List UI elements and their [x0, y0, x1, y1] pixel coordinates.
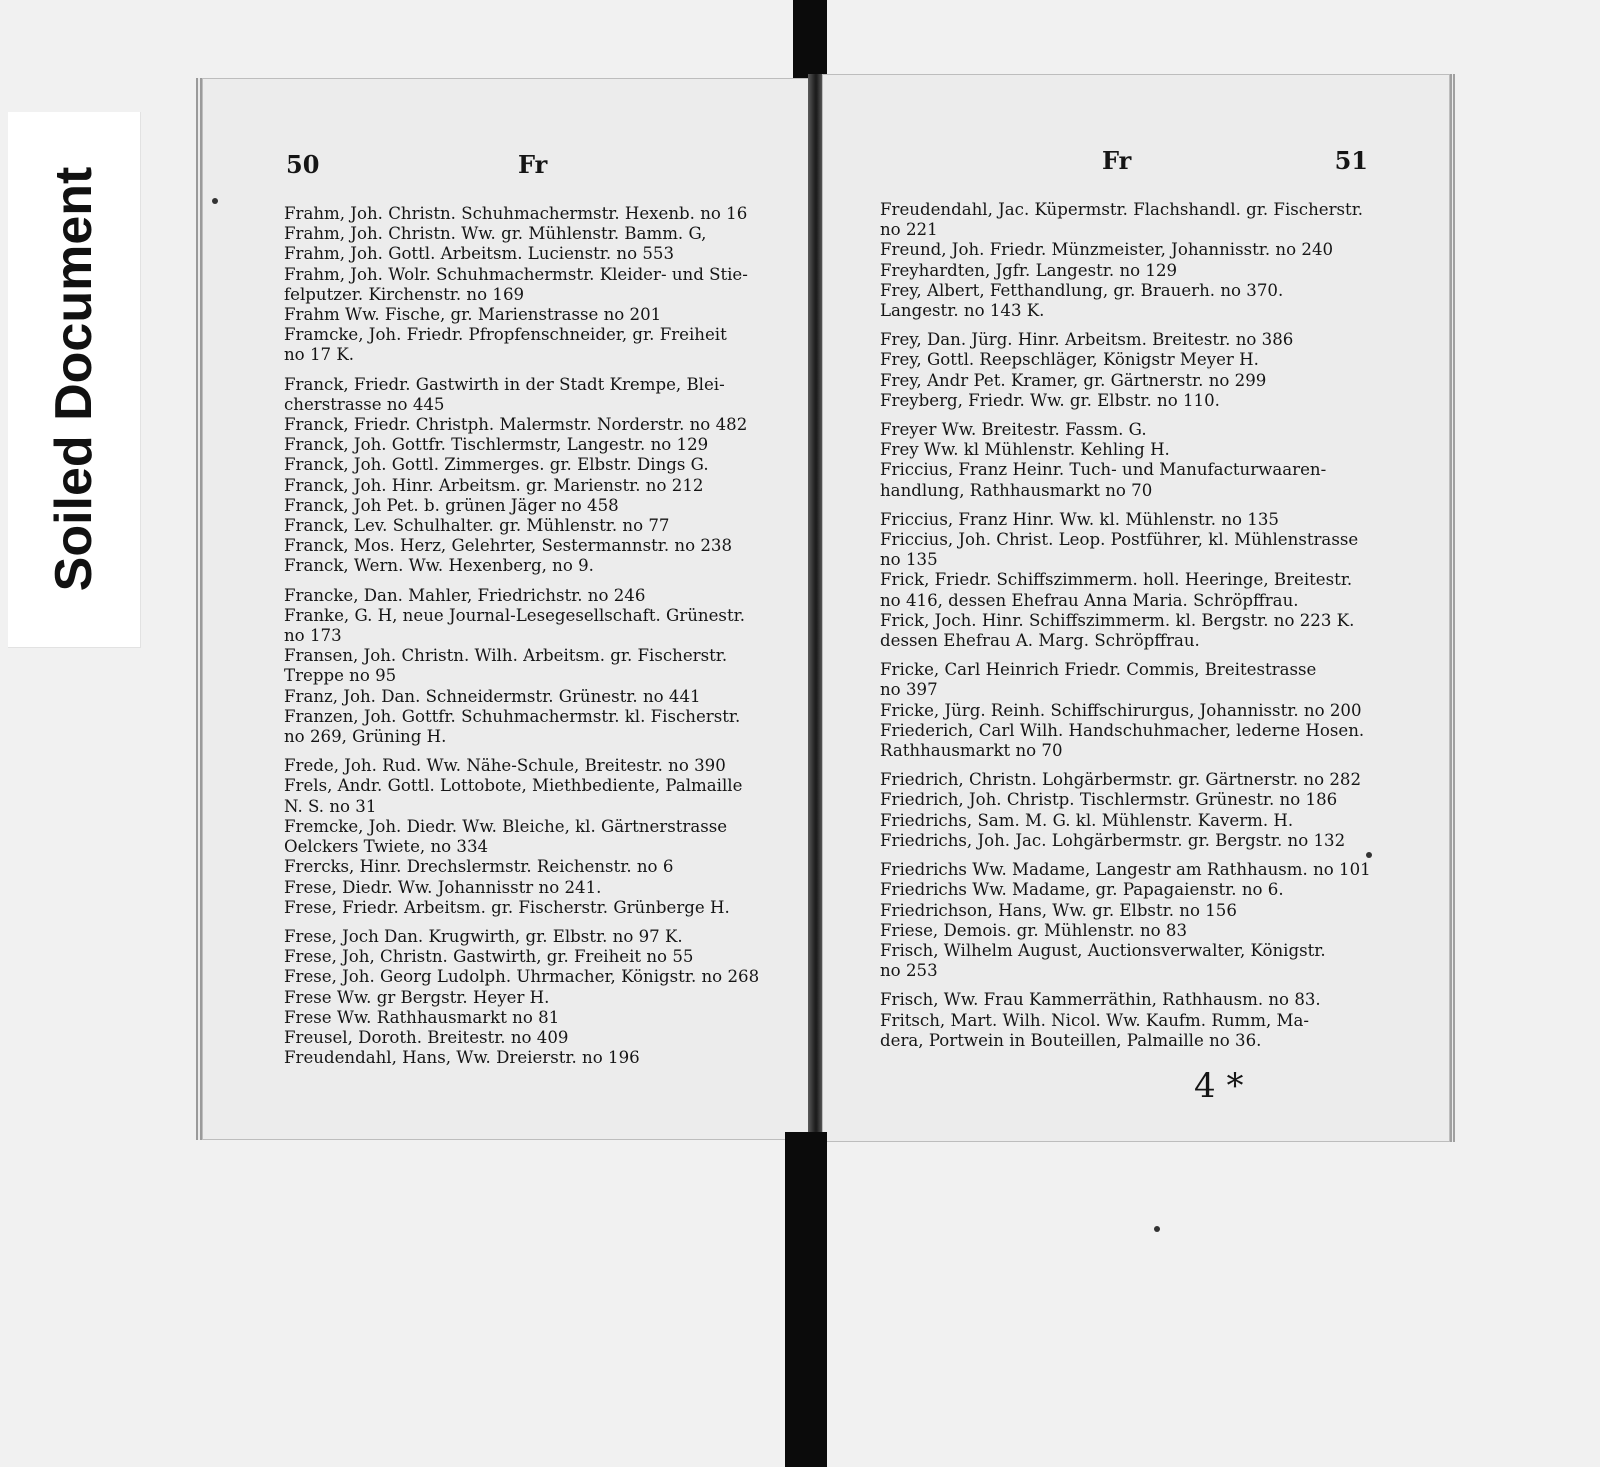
directory-entry: Frey, Andr Pet. Kramer, gr. Gärtnerstr. no 299 — [880, 370, 1267, 390]
directory-entry: Franck, Joh. Hinr. Arbeitsm. gr. Marienstr. no 212 — [284, 475, 704, 495]
directory-entry: Frede, Joh. Rud. Ww. Nähe-Schule, Breitestr. no 390 — [284, 756, 726, 776]
directory-entry: Franck, Lev. Schulhalter. gr. Mühlenstr. no 77 — [284, 516, 670, 536]
directory-entry: Friccius, Franz Hinr. Ww. kl. Mühlenstr. no 135 — [880, 509, 1279, 529]
directory-entry: Friedrichs, Joh. Jac. Lohgärbermstr. gr. Bergstr. no 132 — [880, 830, 1346, 850]
directory-entry: Frese, Joch Dan. Krugwirth, gr. Elbstr. no 97 K. — [284, 926, 683, 946]
directory-entry: Freund, Joh. Friedr. Münzmeister, Johannisstr. no 240 — [880, 240, 1334, 260]
directory-entry: Franck, Mos. Herz, Gelehrter, Sestermannstr. no 238 — [284, 536, 733, 556]
directory-entry: Francke, Dan. Mahler, Friedrichstr. no 246 — [284, 585, 646, 605]
directory-entry: Frey, Dan. Jürg. Hinr. Arbeitsm. Breitestr. no 386 — [880, 330, 1294, 350]
directory-entry: Franke, G. H, neue Journal-Lesegesellschaft. Grünestr. no 173 — [284, 605, 745, 646]
book-spread — [190, 74, 1460, 1144]
directory-entry: Friedrich, Christn. Lohgärbermstr. gr. Gärtnerstr. no 282 — [880, 770, 1362, 790]
directory-entry: Franck, Joh. Gottfr. Tischlermstr, Langestr. no 129 — [284, 435, 709, 455]
directory-entry: Frahm, Joh. Wolr. Schuhmachermstr. Kleider- und Stie- felputzer. Kirchenstr. no 169 — [284, 264, 748, 304]
directory-entry: Freudendahl, Jac. Küpermstr. Flachshandl. gr. Fischerstr. no 221 — [880, 200, 1364, 240]
directory-entry: Frese Ww. gr Bergstr. Heyer H. — [284, 987, 550, 1007]
directory-entry: Frey, Albert, Fetthandlung, gr. Brauerh. no 370. Langestr. no 143 K. — [880, 280, 1284, 321]
right-page — [822, 74, 1455, 1142]
directory-entry: Friedrichs Ww. Madame, gr. Papagaienstr. no 6. — [880, 880, 1284, 900]
binding-bottom — [785, 1132, 827, 1467]
directory-entry: Franzen, Joh. Gottfr. Schuhmachermstr. kl. Fischerstr. no 269, Grüning H. — [284, 706, 741, 747]
directory-entry: Frese, Joh. Georg Ludolph. Uhrmacher, Königstr. no 268 — [284, 967, 760, 987]
directory-entry: Franck, Friedr. Christph. Malermstr. Norderstr. no 482 — [284, 415, 748, 435]
directory-entry: Frey, Gottl. Reepschläger, Königstr Meyer H. — [880, 350, 1259, 370]
directory-entry: Frey Ww. kl Mühlenstr. Kehling H. — [880, 440, 1170, 460]
directory-entry: Franz, Joh. Dan. Schneidermstr. Grünestr. no 441 — [284, 686, 701, 706]
directory-entry: Franck, Friedr. Gastwirth in der Stadt Krempe, Blei- cherstrasse no 445 — [284, 374, 725, 414]
directory-entry: Frese, Diedr. Ww. Johannisstr no 241. — [284, 877, 602, 897]
left-page-number: 50 — [286, 150, 320, 179]
directory-entry: Fransen, Joh. Christn. Wilh. Arbeitsm. gr. Fischerstr. Treppe no 95 — [284, 646, 728, 686]
left-page — [196, 78, 816, 1140]
directory-entry: Frahm, Joh. Gottl. Arbeitsm. Lucienstr. no 553 — [284, 244, 675, 264]
ink-speck — [1366, 852, 1372, 858]
right-page-number: 51 — [1334, 146, 1368, 175]
directory-entry: Franck, Joh. Gottl. Zimmerges. gr. Elbstr. Dings G. — [284, 455, 709, 475]
directory-entry: Freudendahl, Hans, Ww. Dreierstr. no 196 — [284, 1048, 640, 1068]
directory-entry: Fremcke, Joh. Diedr. Ww. Bleiche, kl. Gärtnerstrasse Oelckers Twiete, no 334 — [284, 816, 728, 857]
directory-entry: Friese, Demois. gr. Mühlenstr. no 83 — [880, 920, 1188, 940]
directory-entry: Frels, Andr. Gottl. Lottobote, Miethbediente, Palmaille N. S. no 31 — [284, 776, 743, 816]
directory-entry: Freusel, Doroth. Breitestr. no 409 — [284, 1027, 569, 1047]
directory-entry: Frick, Joch. Hinr. Schiffszimmerm. kl. Bergstr. no 223 K. dessen Ehefrau A. Marg. Schröpffrau. — [880, 610, 1355, 651]
directory-entry: Friccius, Joh. Christ. Leop. Postführer, kl. Mühlenstrasse no 135 — [880, 530, 1359, 570]
right-entry-list — [880, 200, 1384, 1051]
directory-entry: Frisch, Ww. Frau Kammerräthin, Rathhausm. no 83. — [880, 990, 1321, 1010]
directory-entry: Friedrich, Joh. Christp. Tischlermstr. Grünestr. no 186 — [880, 790, 1338, 810]
directory-entry: Fricke, Jürg. Reinh. Schiffschirurgus, Johannisstr. no 200 — [880, 700, 1362, 720]
directory-entry: Frercks, Hinr. Drechslermstr. Reichenstr. no 6 — [284, 857, 674, 877]
directory-entry: Franck, Wern. Ww. Hexenberg, no 9. — [284, 556, 594, 576]
directory-entry: Friccius, Franz Heinr. Tuch- und Manufacturwaaren- handlung, Rathhausmarkt no 70 — [880, 460, 1327, 500]
directory-entry: Friedrichs, Sam. M. G. kl. Mühlenstr. Kaverm. H. — [880, 810, 1294, 830]
directory-entry: Friedrichs Ww. Madame, Langestr am Rathhausm. no 101 — [880, 860, 1371, 880]
document-label — [8, 112, 141, 648]
ink-speck — [212, 198, 218, 204]
directory-entry: Frese, Joh, Christn. Gastwirth, gr. Freiheit no 55 — [284, 947, 694, 967]
ink-speck — [1154, 1226, 1160, 1232]
directory-entry: Friederich, Carl Wilh. Handschuhmacher, lederne Hosen. Rathhausmarkt no 70 — [880, 720, 1365, 761]
directory-entry: Freyer Ww. Breitestr. Fassm. G. — [880, 420, 1147, 440]
directory-entry: Freyberg, Friedr. Ww. gr. Elbstr. no 110. — [880, 390, 1220, 410]
directory-entry: Friedrichson, Hans, Ww. gr. Elbstr. no 156 — [880, 900, 1237, 920]
directory-entry: Franck, Joh Pet. b. grünen Jäger no 458 — [284, 495, 619, 515]
directory-entry: Frahm, Joh. Christn. Schuhmachermstr. Hexenb. no 16 — [284, 204, 748, 223]
binding-top — [793, 0, 827, 78]
directory-entry: Fricke, Carl Heinrich Friedr. Commis, Breitestrasse no 397 — [880, 660, 1317, 700]
directory-entry: Frahm Ww. Fische, gr. Marienstrasse no 201 — [284, 305, 662, 325]
directory-entry: Frisch, Wilhelm August, Auctionsverwalter, Königstr. no 253 — [880, 940, 1326, 981]
directory-entry: Framcke, Joh. Friedr. Pfropfenschneider, gr. Freiheit no 17 K. — [284, 325, 727, 365]
signature-mark: 4 * — [1194, 1066, 1244, 1106]
directory-entry: Fritsch, Mart. Wilh. Nicol. Ww. Kaufm. Rumm, Ma- dera, Portwein in Bouteillen, Palmaille no 36. — [880, 1010, 1310, 1050]
right-page-heading: Fr — [1102, 146, 1132, 175]
document-label-text: Soiled Document — [45, 166, 103, 592]
directory-entry: Freyhardten, Jgfr. Langestr. no 129 — [880, 260, 1178, 280]
left-page-header — [202, 150, 816, 190]
left-page-heading: Fr — [518, 150, 548, 179]
directory-entry: Frick, Friedr. Schiffszimmerm. holl. Heeringe, Breitestr. no 416, dessen Ehefrau Anna Maria. Schröpffrau. — [880, 570, 1353, 610]
directory-entry: Frese, Friedr. Arbeitsm. gr. Fischerstr. Grünberge H. — [284, 897, 730, 917]
directory-entry: Frese Ww. Rathhausmarkt no 81 — [284, 1007, 560, 1027]
left-entry-list — [284, 204, 784, 1068]
right-page-header — [822, 146, 1450, 186]
directory-entry: Frahm, Joh. Christn. Ww. gr. Mühlenstr. Bamm. G, — [284, 224, 707, 244]
